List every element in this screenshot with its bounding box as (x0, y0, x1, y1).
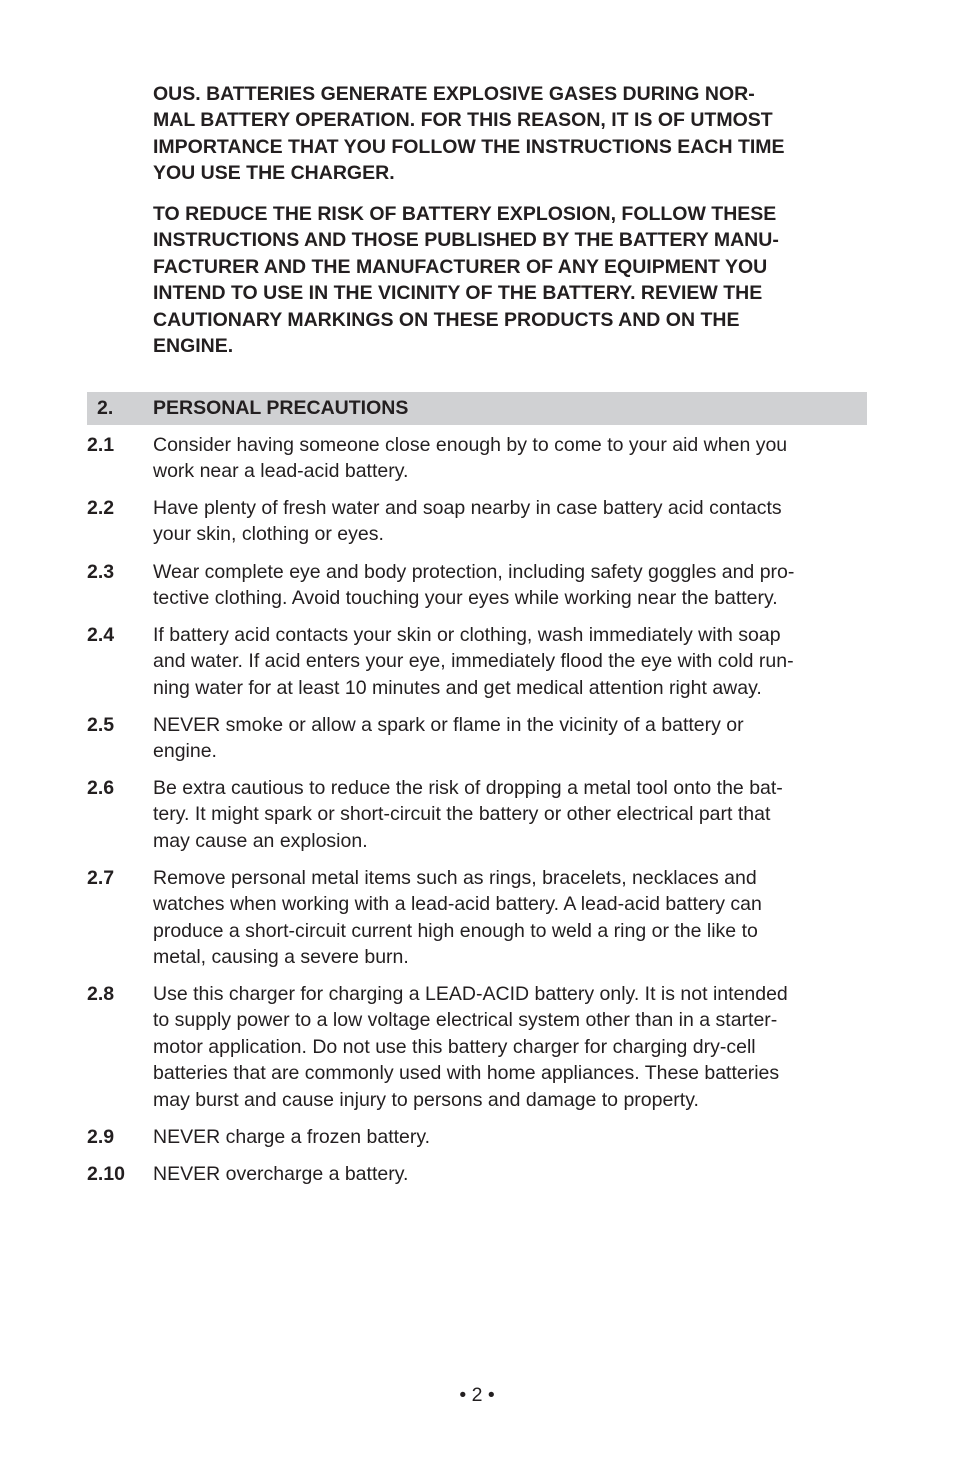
item-number: 2.6 (87, 777, 115, 799)
warning-paragraph: TO REDUCE THE RISK OF BATTERY EXPLOSION, FOLLOW THESE INSTRUCTIONS AND THOSE PUBLISHED BY THE BATTERY MANU- FACTURER AND THE MANUFACTURER OF ANY EQUIPMENT YOU INTEND TO USE IN THE VICINITY OF THE BATTERY. REVIEW THE CAUTIONARY MARKINGS ON THESE PRODUCTS AND ON THE ENGINE. (153, 203, 779, 358)
warning-paragraph: OUS. BATTERIES GENERATE EXPLOSIVE GASES DURING NOR- MAL BATTERY OPERATION. FOR THIS REASON, IT IS OF UTMOST IMPORTANCE THAT YOU FOLLOW THE INSTRUCTIONS EACH TIME YOU USE THE CHARGER. (153, 83, 785, 185)
item-text: Use this charger for charging a LEAD-ACID battery only. It is not intended to supply power to a low voltage electrical system other than in a starter- motor application. Do not use this battery charger for charging dry-cell batteries that are commonly used with home appliances. These batteries may burst and cause injury to persons and damage to property. (153, 983, 788, 1111)
item-text: Remove personal metal items such as rings, bracelets, necklaces and watches when working with a lead-acid battery. A lead-acid battery can produce a short-circuit current high enough to weld a ring or the like to metal, causing a severe burn. (153, 867, 762, 969)
section-header (87, 392, 867, 425)
section-title: PERSONAL PRECAUTIONS (153, 397, 409, 419)
item-text: Consider having someone close enough by to come to your aid when you work near a lead-acid battery. (153, 434, 788, 483)
item-number: 2.1 (87, 434, 115, 456)
item-text: Have plenty of fresh water and soap nearby in case battery acid contacts your skin, clothing or eyes. (153, 497, 782, 546)
item-text: NEVER smoke or allow a spark or flame in the vicinity of a battery or engine. (153, 714, 744, 763)
page-number: • 2 • (459, 1384, 495, 1406)
item-text: Wear complete eye and body protection, including safety goggles and pro- tective clothing. Avoid touching your eyes while working near the battery. (153, 561, 795, 610)
item-number: 2.7 (87, 867, 115, 889)
item-number: 2.8 (87, 983, 115, 1005)
item-number: 2.9 (87, 1126, 115, 1148)
section-number: 2. (97, 397, 114, 419)
item-number: 2.10 (87, 1163, 125, 1185)
item-text: NEVER charge a frozen battery. (153, 1126, 431, 1148)
item-number: 2.4 (87, 624, 115, 646)
item-number: 2.3 (87, 561, 115, 583)
item-number: 2.2 (87, 497, 115, 519)
item-text: Be extra cautious to reduce the risk of dropping a metal tool onto the bat- tery. It might spark or short-circuit the battery or other electrical part that may cause an explosion. (153, 777, 783, 852)
item-text: If battery acid contacts your skin or clothing, wash immediately with soap and water. If acid enters your eye, immediately flood the eye with cold run- ning water for at least 10 minutes and get medical attention right away. (153, 624, 794, 699)
item-text: NEVER overcharge a battery. (153, 1163, 409, 1185)
item-number: 2.5 (87, 714, 115, 736)
